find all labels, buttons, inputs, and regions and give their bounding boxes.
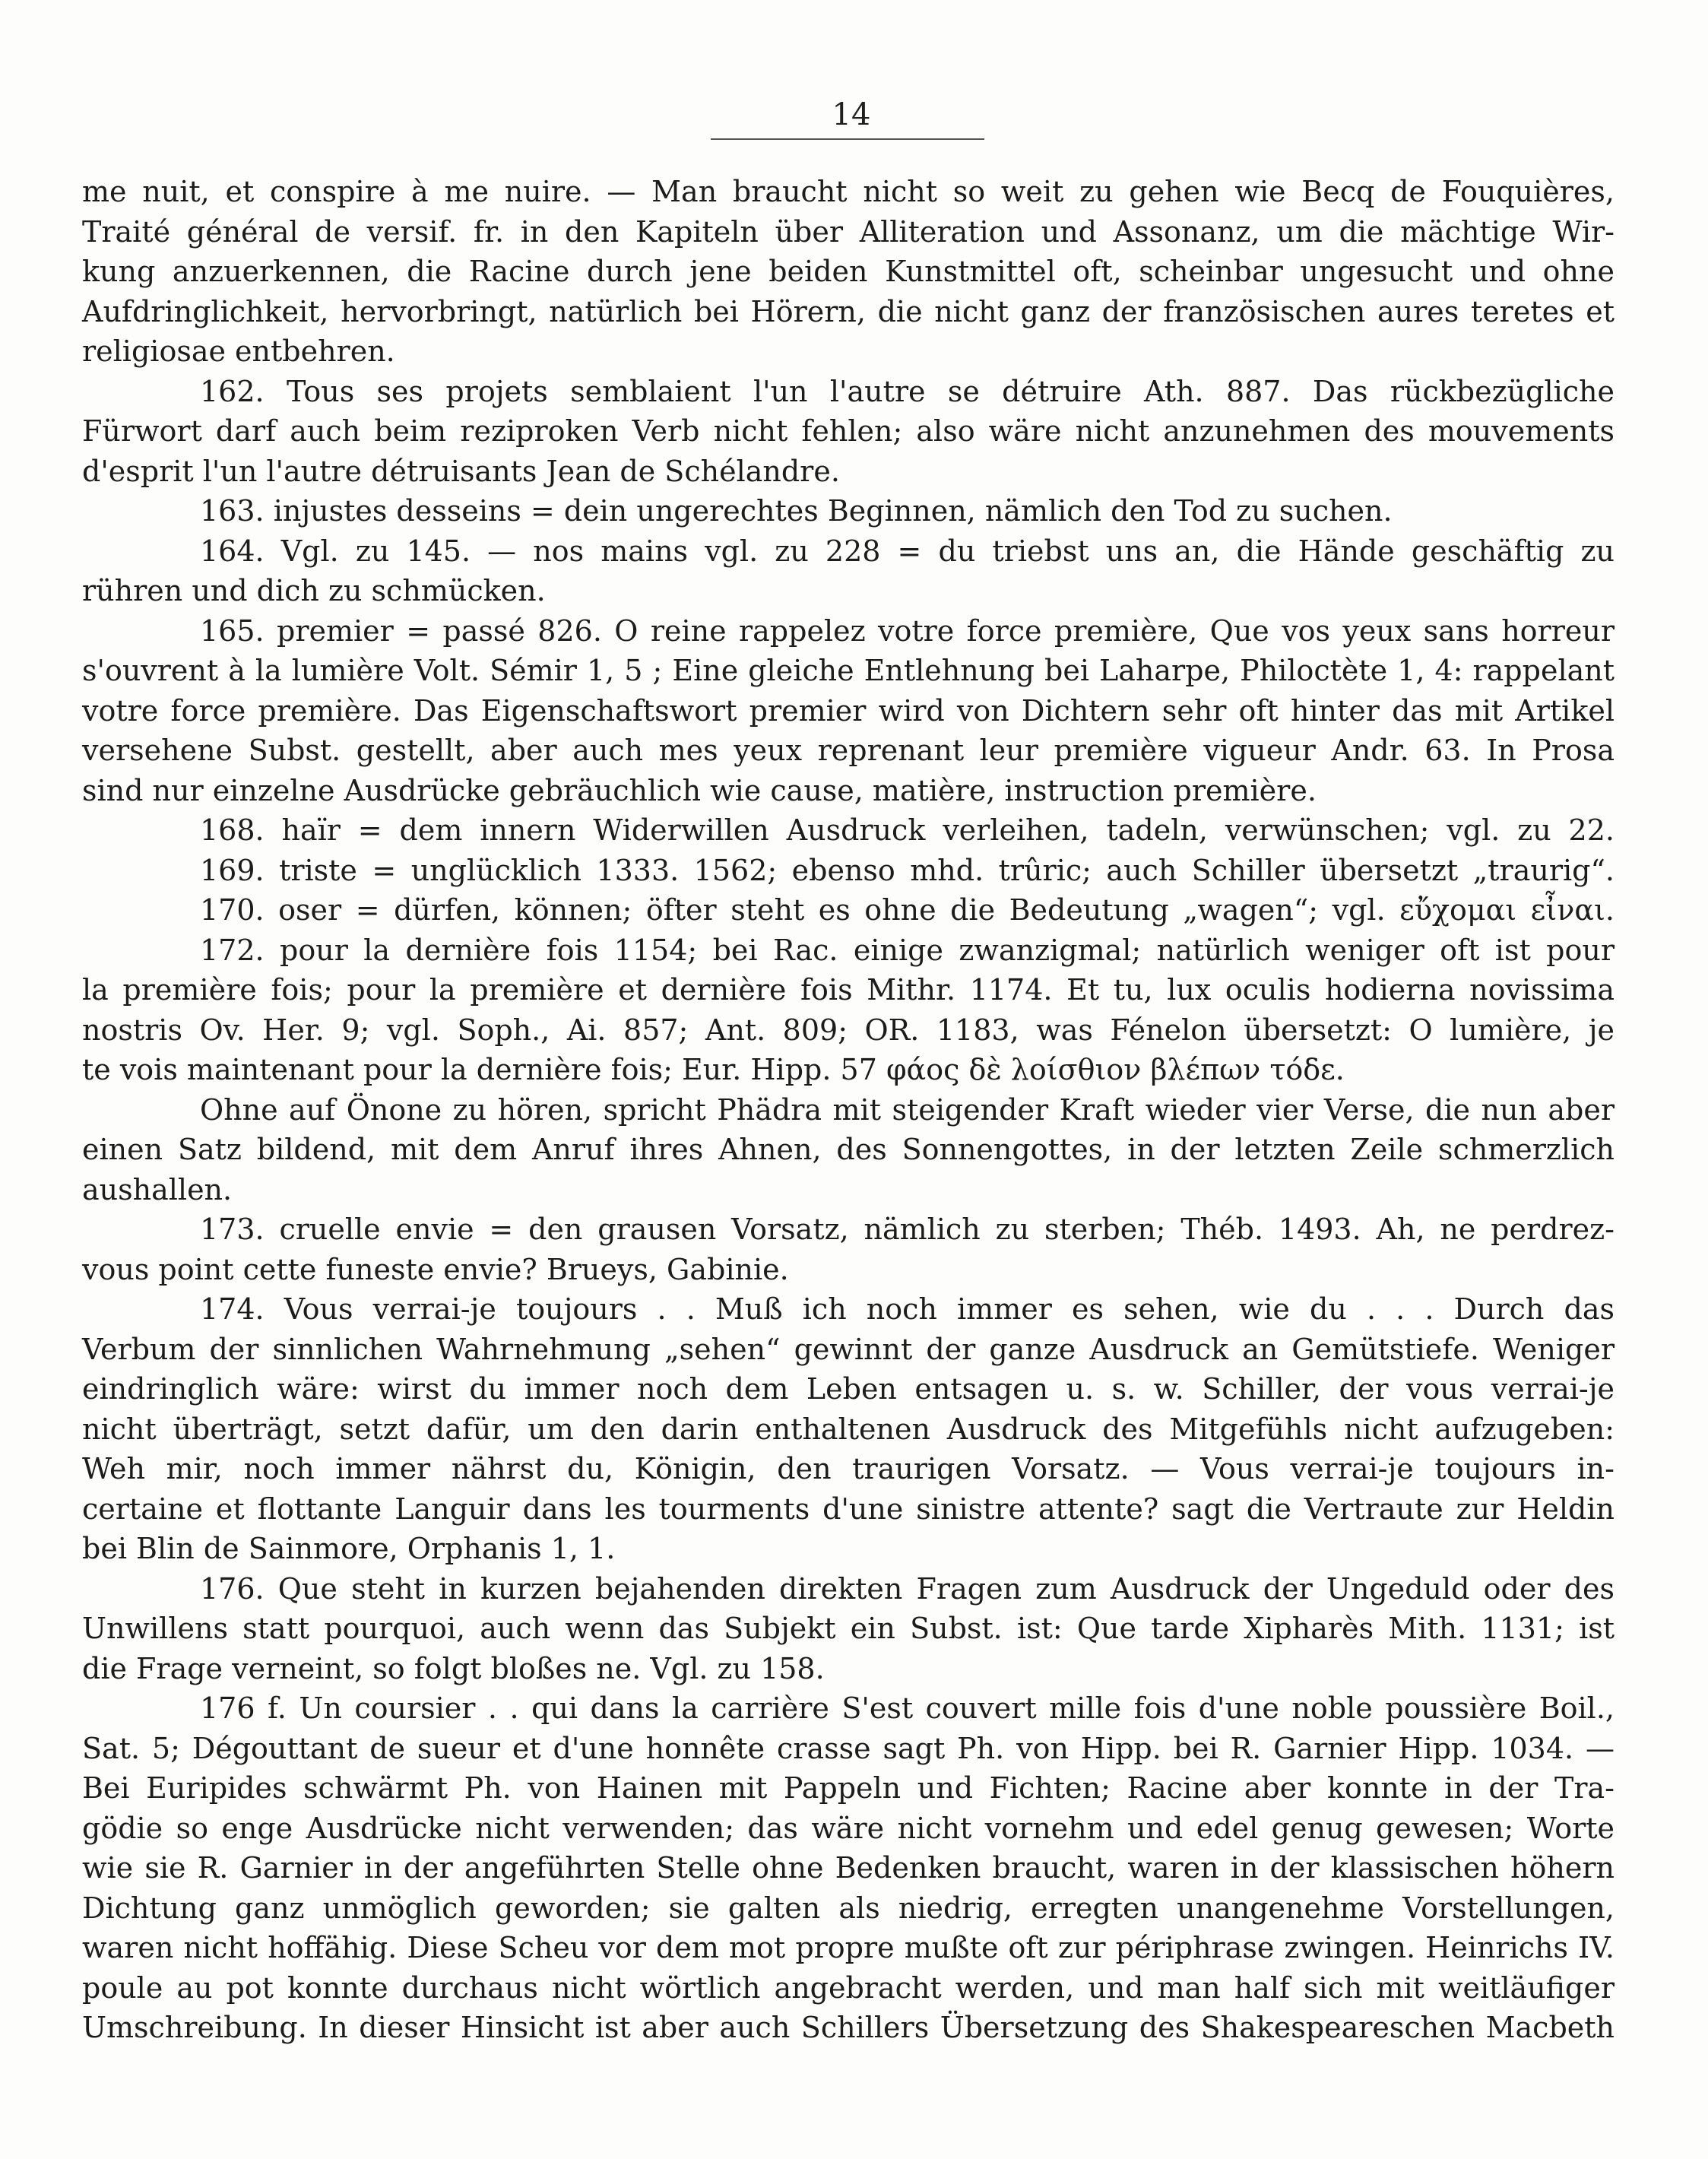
- text-line: gödie so enge Ausdrücke nicht verwenden; das wäre nicht vornehm und edel genug gewesen; Worte: [82, 1811, 1615, 1845]
- text-line: waren nicht hoffähig. Diese Scheu vor dem mot propre mußte oft zur périphrase zwingen. Heinrichs IV.: [82, 1931, 1615, 1964]
- text-line: 168. haïr = dem innern Widerwillen Ausdruck verleihen, tadeln, verwünschen; vgl. zu 22.: [200, 813, 1615, 847]
- text-line: Weh mir, noch immer nährst du, Königin, den traurigen Vorsatz. — Vous verrai-je toujours in-: [82, 1452, 1615, 1485]
- text-line: vous point cette funeste envie? Brueys, Gabinie.: [82, 1252, 789, 1286]
- text-line: Verbum der sinnlichen Wahrnehmung „sehen“ gewinnt der ganze Ausdruck an Gemütstiefe. Weniger: [82, 1332, 1615, 1366]
- text-line: aushallen.: [82, 1172, 233, 1206]
- text-line: 172. pour la dernière fois 1154; bei Rac. einige zwanzigmal; natürlich weniger oft ist pour: [200, 933, 1615, 967]
- text-line: 176 f. Un coursier . . qui dans la carrière S'est couvert mille fois d'une noble poussière Boil.,: [200, 1691, 1615, 1725]
- text-line: votre force première. Das Eigenschaftswort premier wird von Dichtern sehr oft hinter das mit Artikel: [82, 693, 1615, 728]
- text-line: nostris Ov. Her. 9; vgl. Soph., Ai. 857; Ant. 809; OR. 1183, was Fénelon übersetzt: O lumière, je: [82, 1013, 1615, 1047]
- text-line: Dichtung ganz unmöglich geworden; sie galten als niedrig, erregten unangenehme Vorstellungen,: [82, 1891, 1615, 1925]
- text-line: 176. Que steht in kurzen bejahenden direkten Fragen zum Ausdruck der Ungeduld oder des: [200, 1571, 1615, 1606]
- text-line: 169. triste = unglücklich 1333. 1562; ebenso mhd. trûric; auch Schiller übersetzt „traurig“.: [200, 853, 1615, 887]
- text-line: Unwillens statt pourquoi, auch wenn das Subjekt ein Subst. ist: Que tarde Xipharès Mith. 1131; ist: [82, 1612, 1615, 1645]
- text-line: nicht überträgt, setzt dafür, um den darin enthaltenen Ausdruck des Mitgefühls nicht aufzugeben:: [82, 1412, 1615, 1446]
- text-line: die Frage verneint, so folgt bloßes ne. Vgl. zu 158.: [82, 1651, 825, 1685]
- text-line: 173. cruelle envie = den grausen Vorsatz, nämlich zu sterben; Théb. 1493. Ah, ne perdrez-: [200, 1213, 1615, 1246]
- text-line: bei Blin de Sainmore, Orphanis 1, 1.: [82, 1532, 616, 1565]
- text-line: certaine et flottante Languir dans les tourments d'une sinistre attente? sagt die Vertraute zur Heldin: [82, 1492, 1615, 1526]
- text-line: Traité général de versif. fr. in den Kapiteln über Alliteration und Assonanz, um die mächtige Wir-: [82, 214, 1615, 249]
- text-line: s'ouvrent à la lumière Volt. Sémir 1, 5 ; Eine gleiche Entlehnung bei Laharpe, Philoctète 1, 4: rappelant: [82, 654, 1615, 687]
- text-line: 174. Vous verrai-je toujours . . Muß ich noch immer es sehen, wie du . . . Durch das: [200, 1292, 1615, 1326]
- header-rule: [711, 138, 984, 140]
- text-line: 165. premier = passé 826. O reine rappelez votre force première, Que vos yeux sans horreur: [200, 613, 1615, 648]
- text-line: la première fois; pour la première et dernière fois Mithr. 1174. Et tu, lux oculis hodierna novissima: [82, 973, 1615, 1007]
- text-line: sind nur einzelne Ausdrücke gebräuchlich wie cause, matière, instruction première.: [82, 773, 1317, 807]
- text-line: Bei Euripides schwärmt Ph. von Hainen mit Pappeln und Fichten; Racine aber konnte in der Tra-: [82, 1771, 1615, 1805]
- text-line: einen Satz bildend, mit dem Anruf ihres Ahnen, des Sonnengottes, in der letzten Zeile schmerzlich: [82, 1133, 1615, 1166]
- text-line: 164. Vgl. zu 145. — nos mains vgl. zu 228 = du triebst uns an, die Hände geschäftig zu: [200, 534, 1615, 568]
- text-line: 162. Tous ses projets semblaient l'un l'autre se détruire Ath. 887. Das rückbezügliche: [200, 374, 1615, 408]
- text-line: Aufdringlichkeit, hervorbringt, natürlich bei Hörern, die nicht ganz der französischen aures teretes et: [82, 294, 1615, 328]
- text-line: Fürwort darf auch beim reziproken Verb nicht fehlen; also wäre nicht anzunehmen des mouvements: [82, 414, 1615, 448]
- text-line: Umschreibung. In dieser Hinsicht ist aber auch Schillers Übersetzung des Shakespeareschen Macbeth: [82, 2011, 1615, 2044]
- text-line: kung anzuerkennen, die Racine durch jene beiden Kunstmittel oft, scheinbar ungesucht und ohne: [82, 255, 1615, 288]
- text-line: rühren und dich zu schmücken.: [82, 574, 546, 607]
- page-number: 14: [832, 97, 871, 132]
- text-line: Sat. 5; Dégouttant de sueur et d'une honnête crasse sagt Ph. von Hipp. bei R. Garnier Hipp. 1034. —: [82, 1731, 1615, 1765]
- body-text: [82, 172, 1615, 2048]
- text-line: 163. injustes desseins = dein ungerechtes Beginnen, nämlich den Tod zu suchen.: [200, 494, 1393, 528]
- text-line: versehene Subst. gestellt, aber auch mes yeux reprenant leur première vigueur Andr. 63. In Prosa: [82, 734, 1615, 767]
- text-line: me nuit, et conspire à me nuire. — Man braucht nicht so weit zu gehen wie Becq de Fouquières,: [82, 175, 1615, 208]
- text-line: eindringlich wäre: wirst du immer noch dem Leben entsagen u. s. w. Schiller, der vous verrai-je: [82, 1372, 1615, 1406]
- text-line: 170. oser = dürfen, können; öfter steht es ohne die Bedeutung „wagen“; vgl. εὔχομαι εἶναι.: [200, 893, 1615, 927]
- text-line: religiosae entbehren.: [82, 334, 395, 368]
- text-line: d'esprit l'un l'autre détruisants Jean de Schélandre.: [82, 454, 840, 488]
- text-line: wie sie R. Garnier in der angeführten Stelle ohne Bedenken braucht, waren in der klassischen höhern: [82, 1851, 1615, 1885]
- text-line: Ohne auf Önone zu hören, spricht Phädra mit steigender Kraft wieder vier Verse, die nun aber: [200, 1092, 1615, 1127]
- text-line: te vois maintenant pour la dernière fois; Eur. Hipp. 57 φάος δὲ λοίσθιον βλέπων τόδε.: [82, 1053, 1345, 1086]
- text-line: poule au pot konnte durchaus nicht wörtlich angebracht werden, und man half sich mit weitläufiger: [82, 1970, 1615, 2005]
